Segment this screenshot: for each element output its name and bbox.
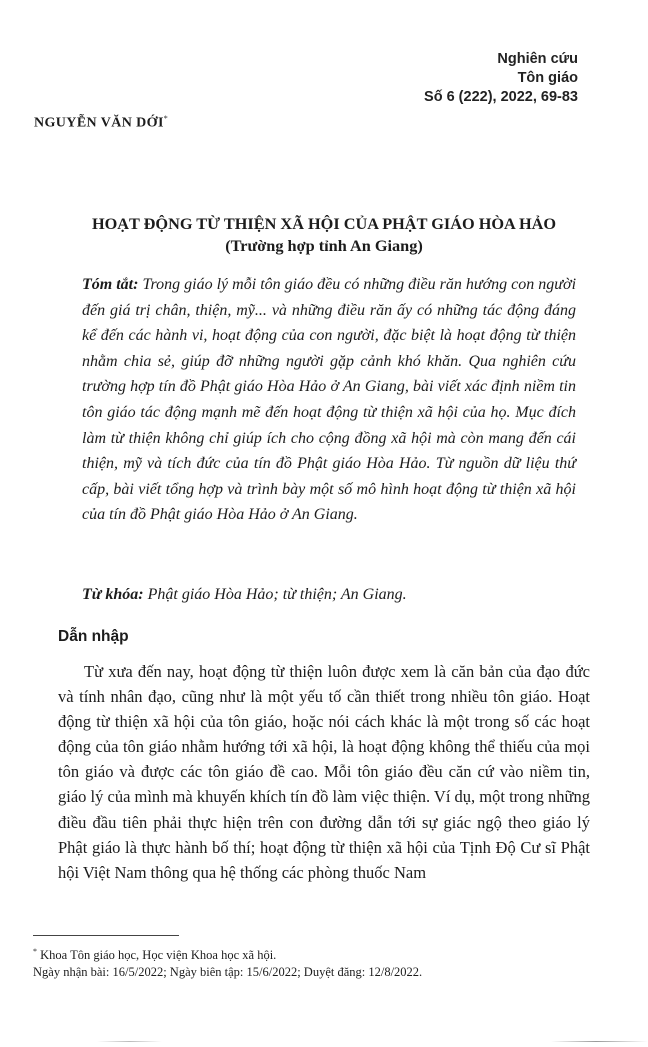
journal-issue: Số 6 (222), 2022, 69-83 <box>424 89 578 105</box>
intro-paragraph <box>58 659 590 885</box>
keywords <box>82 582 576 607</box>
section-heading: Dẫn nhập <box>58 628 129 645</box>
author-name-text: NGUYỄN VĂN DỚI <box>34 115 164 131</box>
abstract-label: Tóm tắt: <box>82 276 139 293</box>
title-sub: (Trường hợp tỉnh An Giang) <box>225 236 423 255</box>
author-footnote-mark: * <box>163 114 169 123</box>
keywords-label: Từ khóa: <box>82 586 144 603</box>
intro-paragraph-text: Từ xưa đến nay, hoạt động từ thiện luôn được xem là căn bản của đạo đức và tính nhân đạo, cũng như là một yếu tố cần thiết trong nhiều tôn giáo. Hoạt động từ thiện xã hội của tôn giáo, hoặc nói cách khác là một trong số các hoạt động của tôn giáo nhằm hướng tới xã hội, là hoạt động không thể thiếu của mọi tôn giáo và được các tôn giáo đề cao. Mỗi tôn giáo đều căn cứ vào niềm tin, giáo lý của mình mà khuyến khích tín đồ làm việc thiện. Ví dụ, một trong những điều đầu tiên phải thực hiện trên con đường dẫn tới sự giác ngộ theo giáo lý Phật giáo là thực hành bố thí; hoạt động từ thiện xã hội của Tịnh Độ Cư sĩ Phật hội Việt Nam thông qua hệ thống các phòng thuốc Nam <box>58 662 590 882</box>
footnote-dates: Ngày nhận bài: 16/5/2022; Ngày biên tập: 15/6/2022; Duyệt đăng: 12/8/2022. <box>33 965 423 980</box>
abstract <box>82 272 576 528</box>
footnote-divider <box>33 935 179 936</box>
footnotes <box>33 943 613 981</box>
footnote-affiliation-text: Khoa Tôn giáo học, Học viện Khoa học xã hội. <box>37 948 277 963</box>
article-title <box>0 213 648 257</box>
footnote-mark: * <box>33 947 37 956</box>
keywords-text: Phật giáo Hòa Hảo; từ thiện; An Giang. <box>143 586 407 603</box>
title-main: HOẠT ĐỘNG TỪ THIỆN XÃ HỘI CỦA PHẬT GIÁO HÒA HẢO <box>91 214 557 233</box>
journal-name-line2: Tôn giáo <box>517 70 578 86</box>
journal-info <box>424 50 578 107</box>
abstract-text: Trong giáo lý mỗi tôn giáo đều có những điều răn hướng con người đến giá trị chân, thiện, mỹ... và những điều răn ấy có những tác động đáng kể đến các hành vi, hoạt động của con người, đặc biệt là hoạt động từ thiện nhằm chia sẻ, giúp đỡ những người gặp cảnh khó khăn. Qua nghiên cứu trường hợp tín đồ Phật giáo Hòa Hảo ở An Giang, bài viết xác định niềm tin tôn giáo tác động mạnh mẽ đến hoạt động từ thiện xã hội của họ. Mục đích làm từ thiện không chỉ giúp ích cho cộng đồng xã hội mà còn mang đến cái thiện, mỹ và tích đức của tín đồ Phật giáo Hòa Hảo. Từ nguồn dữ liệu thứ cấp, bài viết tổng hợp và trình bày một số mô hình hoạt động từ thiện xã hội của tín đồ Phật giáo Hòa Hảo ở An Giang. <box>82 276 577 524</box>
footnote-affiliation <box>33 943 613 964</box>
author-name <box>34 114 168 132</box>
scan-edge <box>0 1041 648 1042</box>
journal-name-line1: Nghiên cứu <box>497 51 578 67</box>
